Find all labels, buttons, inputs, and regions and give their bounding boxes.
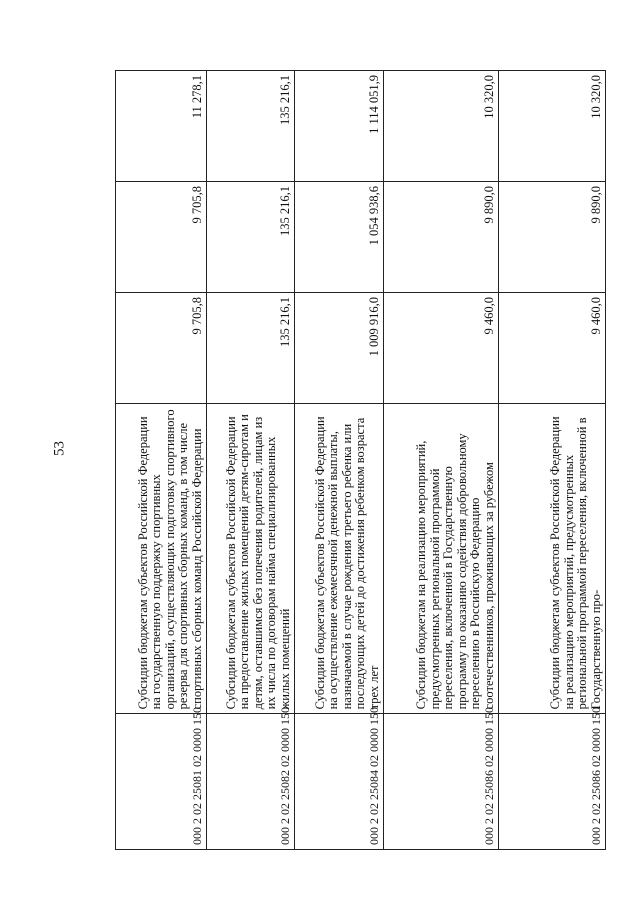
page-number: 53 xyxy=(51,441,68,456)
amount-year-1-cell: 1 009 916,0 xyxy=(295,292,384,403)
amount-year-3-cell: 135 216,1 xyxy=(207,71,295,182)
amount-year-2-cell: 9 890,0 xyxy=(499,182,606,293)
amount-year-2-cell: 9 890,0 xyxy=(384,182,499,293)
budget-table xyxy=(115,70,606,850)
table-row xyxy=(295,71,384,850)
item-name-cell: Субсидии бюджетам субъектов Российской Федерации на государственную поддержку спортивных организаций, осуществляющих подготовку спортивного резерва для спортивных сборных команд, в том числе спортивных сборных команд Российской Федерации xyxy=(116,403,207,713)
amount-year-3-cell: 10 320,0 xyxy=(384,71,499,182)
table-row xyxy=(116,71,207,850)
item-name-cell: Субсидии бюджетам субъектов Российской Федерации на реализацию мероприятий, предусмотренных региональной программой переселения, включенной в Государственную про- xyxy=(499,403,606,713)
budget-code-cell: 000 2 02 25086 02 0000 150 xyxy=(384,714,499,850)
budget-code-cell: 000 2 02 25082 02 0000 150 xyxy=(207,714,295,850)
amount-year-2-cell: 1 054 938,6 xyxy=(295,182,384,293)
item-name-cell: Субсидии бюджетам субъектов Российской Федерации на осуществление ежемесячной денежной выплаты, назначаемой в случае рождения третьего ребенка или последующих детей до достижения ребенком возраста трех лет xyxy=(295,403,384,713)
table-row xyxy=(384,71,499,850)
amount-year-2-cell: 135 216,1 xyxy=(207,182,295,293)
amount-year-3-cell: 11 278,1 xyxy=(116,71,207,182)
amount-year-1-cell: 9 460,0 xyxy=(384,292,499,403)
budget-code-cell: 000 2 02 25086 02 0000 150 xyxy=(499,714,606,850)
amount-year-3-cell: 1 114 051,9 xyxy=(295,71,384,182)
rotated-table-container xyxy=(115,70,605,850)
budget-code-cell: 000 2 02 25084 02 0000 150 xyxy=(295,714,384,850)
item-name-cell: Субсидии бюджетам на реализацию мероприятий, предусмотренных региональной программой переселения, включенной в Государственную программу по оказанию содействия добровольному переселению в Российскую Федерацию соотечественников, проживающих за рубежом xyxy=(384,403,499,713)
amount-year-1-cell: 9 705,8 xyxy=(116,292,207,403)
table-row xyxy=(207,71,295,850)
amount-year-1-cell: 135 216,1 xyxy=(207,292,295,403)
budget-code-cell: 000 2 02 25081 02 0000 150 xyxy=(116,714,207,850)
amount-year-3-cell: 10 320,0 xyxy=(499,71,606,182)
amount-year-2-cell: 9 705,8 xyxy=(116,182,207,293)
amount-year-1-cell: 9 460,0 xyxy=(499,292,606,403)
table-row xyxy=(499,71,606,850)
item-name-cell: Субсидии бюджетам субъектов Российской Федерации на предоставление жилых помещений детям-сиротам и детям, оставшимся без попечения родителей, лицам из их числа по договорам найма специализированных жилых помещений xyxy=(207,403,295,713)
